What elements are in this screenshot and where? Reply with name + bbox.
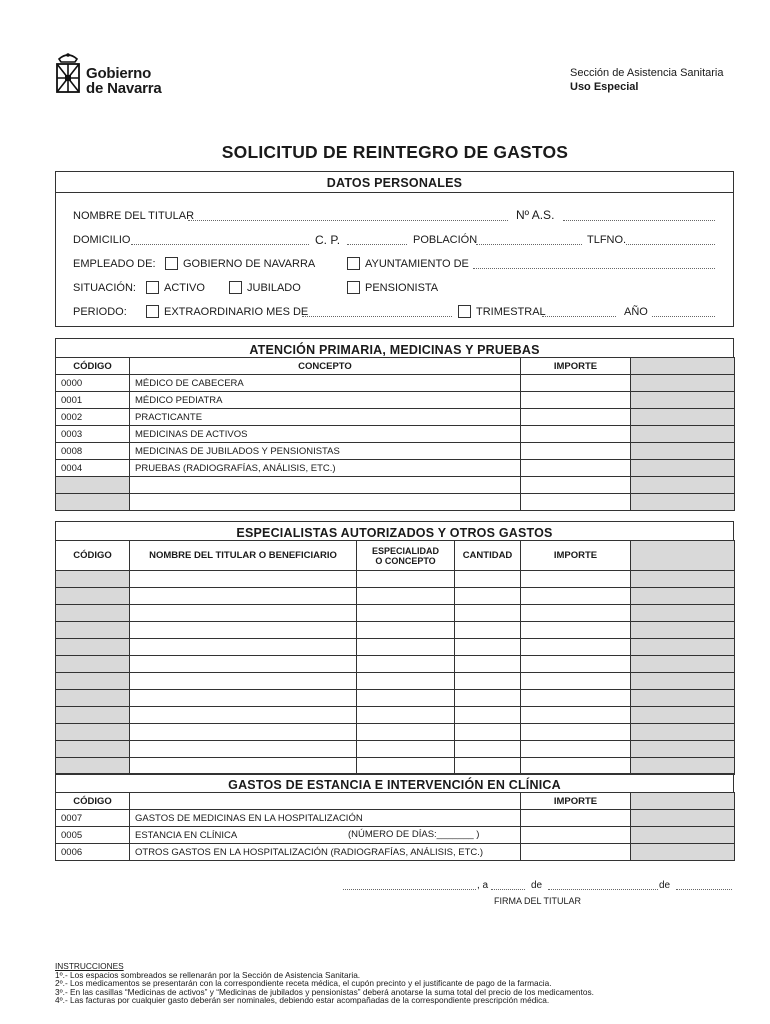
- domicilio-label: DOMICILIO: [73, 234, 131, 246]
- shaded-header-cell: [631, 358, 735, 375]
- concept-cell: MEDICINAS DE ACTIVOS: [130, 426, 521, 443]
- importe-cell[interactable]: [521, 639, 631, 656]
- code-cell: [56, 639, 130, 656]
- gobierno-checkbox[interactable]: [165, 257, 178, 270]
- nombre-cell[interactable]: [130, 690, 357, 707]
- lugar-field[interactable]: [343, 889, 476, 890]
- trimestral-option-label: TRIMESTRAL: [476, 306, 546, 318]
- importe-cell[interactable]: [521, 477, 631, 494]
- importe-cell[interactable]: [521, 673, 631, 690]
- table-row: [56, 409, 735, 426]
- table-row: [56, 443, 735, 460]
- table-row: [56, 375, 735, 392]
- importe-cell[interactable]: [521, 571, 631, 588]
- especialidad-cell[interactable]: [357, 605, 455, 622]
- shaded-cell: [631, 673, 735, 690]
- trimestral-field[interactable]: [542, 316, 616, 317]
- ayuntamiento-field[interactable]: [473, 268, 715, 269]
- shaded-cell: [631, 827, 735, 844]
- shaded-cell: [631, 622, 735, 639]
- table-row: [56, 571, 735, 588]
- col-nombre: NOMBRE DEL TITULAR O BENEFICIARIO: [130, 541, 357, 571]
- dias-field[interactable]: (NÚMERO DE DÍAS:_______ ): [348, 829, 480, 840]
- especialidad-cell[interactable]: [357, 656, 455, 673]
- extraordinario-checkbox[interactable]: [146, 305, 159, 318]
- shaded-cell: [631, 741, 735, 758]
- importe-cell[interactable]: [521, 827, 631, 844]
- shaded-cell: [631, 409, 735, 426]
- situacion-label: SITUACIÓN:: [73, 282, 136, 294]
- especialidad-cell[interactable]: [357, 571, 455, 588]
- code-cell: [56, 724, 130, 741]
- code-cell: 0004: [56, 460, 130, 477]
- firma-titular-label: FIRMA DEL TITULAR: [494, 896, 582, 906]
- cantidad-cell[interactable]: [455, 639, 521, 656]
- concept-cell[interactable]: [130, 477, 521, 494]
- firma-de-label-2: de: [659, 880, 671, 891]
- concept-cell: [130, 827, 521, 844]
- table-row: [56, 673, 735, 690]
- logo-line-1: Gobierno: [86, 65, 152, 82]
- code-cell: 0003: [56, 426, 130, 443]
- code-cell: [56, 622, 130, 639]
- shaded-cell: [631, 494, 735, 511]
- col-importe: IMPORTE: [521, 541, 631, 571]
- importe-cell[interactable]: [521, 494, 631, 511]
- extraordinario-option-label: EXTRAORDINARIO MES DE: [164, 306, 309, 318]
- nombre-cell[interactable]: [130, 622, 357, 639]
- code-cell: 0005: [56, 827, 130, 844]
- personal-data-section: [55, 171, 734, 327]
- shaded-cell: [631, 477, 735, 494]
- mes-field[interactable]: [548, 889, 658, 890]
- importe-cell[interactable]: [521, 588, 631, 605]
- ayuntamiento-checkbox[interactable]: [347, 257, 360, 270]
- code-cell: [56, 741, 130, 758]
- firma-de-label-1: de: [531, 880, 543, 891]
- empleado-label: EMPLEADO DE:: [73, 258, 156, 270]
- code-cell: [56, 494, 130, 511]
- instruction-item: 3º.- En las casillas “Medicinas de activos” y “Medicinas de jubilados y pensionistas” deberá anotarse la suma total del precio de los medicamentos.: [55, 986, 594, 997]
- code-cell: [56, 656, 130, 673]
- cantidad-cell[interactable]: [455, 758, 521, 775]
- col-especialidad: [357, 541, 455, 571]
- nombre-cell[interactable]: [130, 741, 357, 758]
- importe-cell[interactable]: [521, 375, 631, 392]
- anio-label: AÑO: [624, 306, 648, 318]
- importe-cell[interactable]: [521, 656, 631, 673]
- concept-cell: GASTOS DE MEDICINAS EN LA HOSPITALIZACIÓN: [130, 810, 521, 827]
- importe-cell[interactable]: [521, 605, 631, 622]
- especialidad-cell[interactable]: [357, 707, 455, 724]
- shaded-cell: [631, 605, 735, 622]
- nombre-cell[interactable]: [130, 639, 357, 656]
- nombre-cell[interactable]: [130, 588, 357, 605]
- section-title-estancia: GASTOS DE ESTANCIA E INTERVENCIÓN EN CLÍNICA: [228, 778, 561, 792]
- nombre-field[interactable]: [188, 220, 508, 221]
- estancia-section-header: [55, 773, 734, 793]
- shaded-cell: [631, 707, 735, 724]
- shaded-cell: [631, 758, 735, 775]
- concept-text: ESTANCIA EN CLÍNICA: [135, 829, 238, 841]
- cantidad-cell[interactable]: [455, 605, 521, 622]
- shaded-cell: [631, 639, 735, 656]
- table-row: [56, 724, 735, 741]
- especialidad-cell[interactable]: [357, 622, 455, 639]
- estancia-table: [55, 792, 735, 861]
- code-cell: 0008: [56, 443, 130, 460]
- jubilado-option-label: JUBILADO: [247, 282, 301, 294]
- col-codigo: CÓDIGO: [56, 793, 130, 810]
- importe-cell[interactable]: [521, 724, 631, 741]
- cantidad-cell[interactable]: [455, 707, 521, 724]
- table-row: [56, 605, 735, 622]
- col-codigo: CÓDIGO: [56, 358, 130, 375]
- anio-field[interactable]: [652, 316, 715, 317]
- navarra-coat-of-arms-icon: [54, 52, 82, 96]
- activo-checkbox[interactable]: [146, 281, 159, 294]
- gobierno-option-label: GOBIERNO DE NAVARRA: [183, 258, 316, 270]
- concept-cell: PRACTICANTE: [130, 409, 521, 426]
- jubilado-checkbox[interactable]: [229, 281, 242, 294]
- especialidad-cell[interactable]: [357, 758, 455, 775]
- shaded-cell: [631, 656, 735, 673]
- importe-cell[interactable]: [521, 844, 631, 861]
- pensionista-checkbox[interactable]: [347, 281, 360, 294]
- nombre-cell[interactable]: [130, 656, 357, 673]
- col-importe: IMPORTE: [521, 793, 631, 810]
- table-row: [56, 392, 735, 409]
- table-row: [56, 460, 735, 477]
- cantidad-cell[interactable]: [455, 622, 521, 639]
- shaded-header-cell: [631, 541, 735, 571]
- table-row: [56, 690, 735, 707]
- table-row: [56, 639, 735, 656]
- shaded-cell: [631, 571, 735, 588]
- shaded-cell: [631, 443, 735, 460]
- importe-cell[interactable]: [521, 810, 631, 827]
- table-row: [56, 588, 735, 605]
- especialidad-cell[interactable]: [357, 639, 455, 656]
- table-row: [56, 656, 735, 673]
- especialidad-cell[interactable]: [357, 673, 455, 690]
- shaded-cell: [631, 426, 735, 443]
- shaded-cell: [631, 724, 735, 741]
- col-cantidad: CANTIDAD: [455, 541, 521, 571]
- section-title-personal: DATOS PERSONALES: [326, 176, 463, 190]
- col-especialidad-line-2: O CONCEPTO: [375, 555, 436, 566]
- department-block: [570, 66, 723, 94]
- importe-cell[interactable]: [521, 690, 631, 707]
- firma-a-label: , a: [477, 880, 489, 891]
- col-codigo: CÓDIGO: [56, 541, 130, 571]
- instructions-title: INSTRUCCIONES: [55, 961, 124, 971]
- nombre-cell[interactable]: [130, 571, 357, 588]
- code-cell: 0007: [56, 810, 130, 827]
- nombre-cell[interactable]: [130, 673, 357, 690]
- table-row: [56, 707, 735, 724]
- primaria-section-header: [55, 338, 734, 358]
- col-importe: IMPORTE: [521, 358, 631, 375]
- concept-cell: OTROS GASTOS EN LA HOSPITALIZACIÓN (RADIOGRAFÍAS, ANÁLISIS, ETC.): [130, 844, 521, 861]
- code-cell: [56, 707, 130, 724]
- shaded-cell: [631, 460, 735, 477]
- page-title: SOLICITUD DE REINTEGRO DE GASTOS: [221, 142, 569, 162]
- code-cell: 0001: [56, 392, 130, 409]
- code-cell: 0002: [56, 409, 130, 426]
- col-concepto: [130, 793, 521, 810]
- especialidad-cell[interactable]: [357, 741, 455, 758]
- table-row: [56, 844, 735, 861]
- col-especialidad-line-1: ESPECIALIDAD: [371, 545, 439, 556]
- logo: [54, 52, 174, 96]
- shaded-cell: [631, 844, 735, 861]
- table-row: [56, 758, 735, 775]
- code-cell: [56, 588, 130, 605]
- instructions-block: [55, 962, 594, 1005]
- extraordinario-mes-field[interactable]: [302, 316, 452, 317]
- code-cell: [56, 673, 130, 690]
- nas-label: Nº A.S.: [516, 208, 555, 222]
- code-cell: [56, 571, 130, 588]
- shaded-cell: [631, 375, 735, 392]
- shaded-header-cell: [631, 793, 735, 810]
- importe-cell[interactable]: [521, 426, 631, 443]
- nombre-cell[interactable]: [130, 605, 357, 622]
- code-cell: [56, 690, 130, 707]
- table-row: [56, 741, 735, 758]
- cp-field[interactable]: [347, 244, 407, 245]
- especialistas-section-header: [55, 521, 734, 541]
- usage-label: Uso Especial: [570, 81, 639, 93]
- concept-cell: MÉDICO PEDIATRA: [130, 392, 521, 409]
- code-cell: [56, 605, 130, 622]
- section-title-especialistas: ESPECIALISTAS AUTORIZADOS Y OTROS GASTOS: [236, 526, 553, 540]
- cantidad-cell[interactable]: [455, 673, 521, 690]
- table-row: [56, 426, 735, 443]
- shaded-cell: [631, 588, 735, 605]
- instruction-item: 2º.- Los medicamentos se presentarán con la correspondiente receta médica, el cupón precinto y el justificante de pago de la farmacia.: [55, 978, 552, 989]
- periodo-label: PERIODO:: [73, 306, 127, 318]
- poblacion-label: POBLACIÓN: [413, 234, 478, 246]
- concept-cell: MÉDICO DE CABECERA: [130, 375, 521, 392]
- cantidad-cell[interactable]: [455, 690, 521, 707]
- shaded-cell: [631, 392, 735, 409]
- concept-cell[interactable]: [130, 494, 521, 511]
- tlfno-label: TLFNO.: [587, 234, 627, 246]
- code-cell: [56, 758, 130, 775]
- ayuntamiento-option-label: AYUNTAMIENTO DE: [365, 258, 469, 270]
- domicilio-field[interactable]: [131, 244, 309, 245]
- concept-cell: MEDICINAS DE JUBILADOS Y PENSIONISTAS: [130, 443, 521, 460]
- activo-option-label: ACTIVO: [164, 282, 205, 294]
- nas-field[interactable]: [563, 220, 715, 221]
- col-concepto: CONCEPTO: [130, 358, 521, 375]
- importe-cell[interactable]: [521, 707, 631, 724]
- cantidad-cell[interactable]: [455, 571, 521, 588]
- especialidad-cell[interactable]: [357, 690, 455, 707]
- cp-label: C. P.: [315, 233, 341, 247]
- importe-cell[interactable]: [521, 741, 631, 758]
- anio-firma-field[interactable]: [676, 889, 732, 890]
- primaria-table: [55, 357, 735, 511]
- pensionista-option-label: PENSIONISTA: [365, 282, 439, 294]
- table-row: [56, 827, 735, 844]
- table-row: [56, 477, 735, 494]
- logo-line-2: de Navarra: [86, 80, 162, 97]
- department-name: Sección de Asistencia Sanitaria: [570, 67, 724, 79]
- shaded-cell: [631, 690, 735, 707]
- nombre-cell[interactable]: [130, 724, 357, 741]
- tlfno-field[interactable]: [626, 244, 715, 245]
- section-title-primaria: ATENCIÓN PRIMARIA, MEDICINAS Y PRUEBAS: [249, 343, 540, 357]
- table-row: [56, 810, 735, 827]
- nombre-cell[interactable]: [130, 707, 357, 724]
- dia-field[interactable]: [491, 889, 525, 890]
- especialidad-cell[interactable]: [357, 588, 455, 605]
- cantidad-cell[interactable]: [455, 741, 521, 758]
- importe-cell[interactable]: [521, 443, 631, 460]
- cantidad-cell[interactable]: [455, 588, 521, 605]
- especialistas-table: [55, 540, 735, 775]
- instruction-item: 4º.- Las facturas por cualquier gasto deberán ser nominales, debiendo estar acompañadas de la correspondiente prescripción médica.: [55, 995, 550, 1006]
- table-row: [56, 622, 735, 639]
- table-row: [56, 494, 735, 511]
- poblacion-field[interactable]: [476, 244, 582, 245]
- cantidad-cell[interactable]: [455, 724, 521, 741]
- code-cell: 0000: [56, 375, 130, 392]
- code-cell: 0006: [56, 844, 130, 861]
- importe-cell[interactable]: [521, 392, 631, 409]
- importe-cell[interactable]: [521, 460, 631, 477]
- nombre-label: NOMBRE DEL TITULAR: [73, 210, 195, 222]
- shaded-cell: [631, 810, 735, 827]
- code-cell: [56, 477, 130, 494]
- importe-cell[interactable]: [521, 409, 631, 426]
- trimestral-checkbox[interactable]: [458, 305, 471, 318]
- especialidad-cell[interactable]: [357, 724, 455, 741]
- nombre-cell[interactable]: [130, 758, 357, 775]
- importe-cell[interactable]: [521, 758, 631, 775]
- importe-cell[interactable]: [521, 622, 631, 639]
- cantidad-cell[interactable]: [455, 656, 521, 673]
- concept-cell: PRUEBAS (RADIOGRAFÍAS, ANÁLISIS, ETC.): [130, 460, 521, 477]
- instruction-item: 1º.- Los espacios sombreados se rellenarán por la Sección de Asistencia Sanitaria.: [55, 969, 361, 980]
